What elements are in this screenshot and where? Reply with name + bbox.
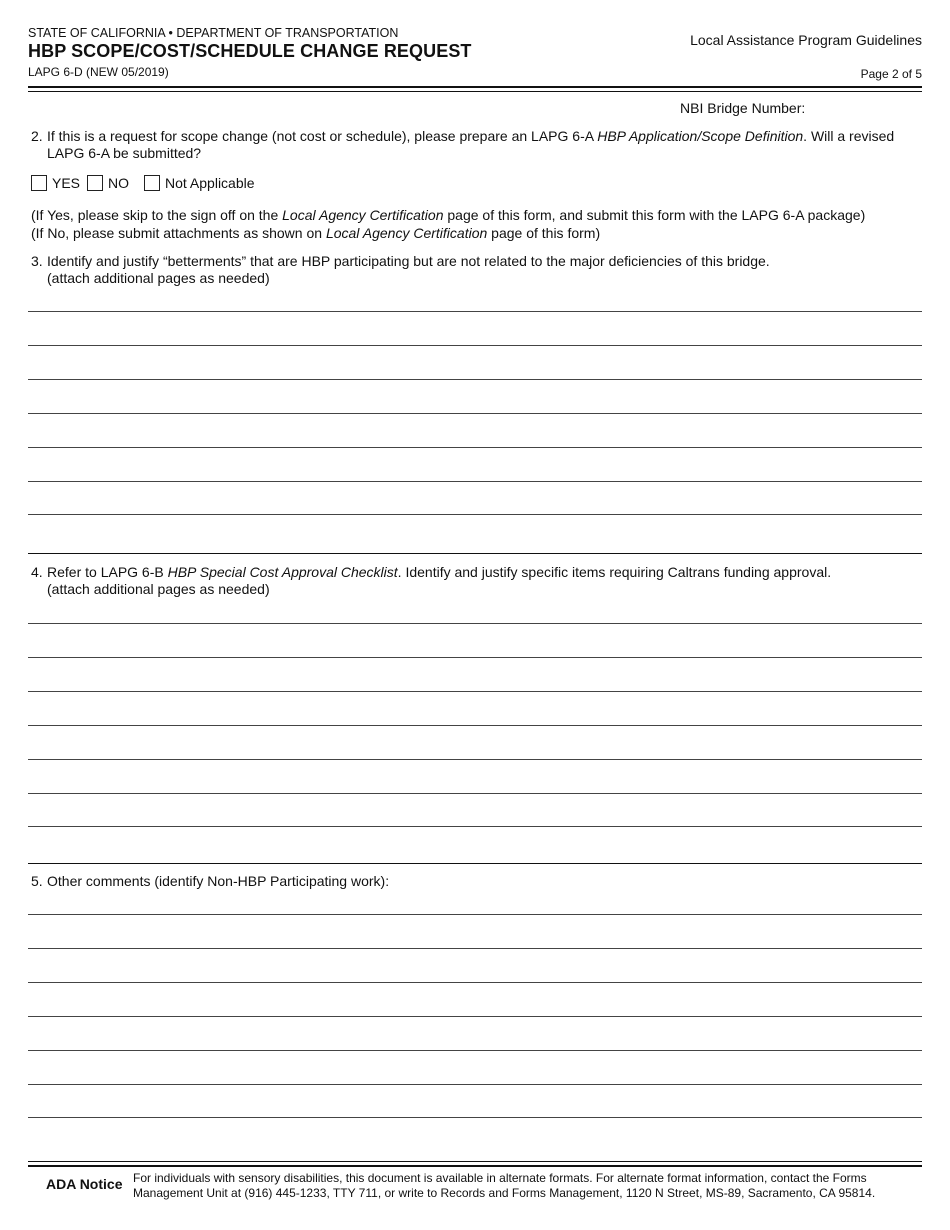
answer-line-5-3[interactable] <box>28 982 922 983</box>
answer-line-3-6[interactable] <box>28 481 922 482</box>
answer-line-4-5[interactable] <box>28 759 922 760</box>
option-not-applicable[interactable] <box>144 175 255 191</box>
agency-name: STATE OF CALIFORNIA • DEPARTMENT OF TRANSPORTATION <box>28 26 399 40</box>
ada-line-1: For individuals with sensory disabilities, this document is available in alternate formats. For alternate format information, contact the Forms <box>133 1171 867 1185</box>
answer-line-5-7[interactable] <box>28 1117 922 1118</box>
note-line-2 <box>31 224 865 242</box>
answer-line-3-5[interactable] <box>28 447 922 448</box>
question-number: 2. <box>31 128 43 144</box>
answer-line-4-4[interactable] <box>28 725 922 726</box>
answer-line-3-2[interactable] <box>28 345 922 346</box>
question-2-text-line2: LAPG 6-A be submitted? <box>47 145 202 161</box>
footer-rule-thick <box>28 1165 922 1167</box>
answer-line-5-1[interactable] <box>28 914 922 915</box>
form-code: LAPG 6-D (NEW 05/2019) <box>28 65 169 79</box>
question-3-text: Identify and justify “betterments” that are HBP participating but are not related to the major deficiencies of this bridge. <box>47 253 770 269</box>
question-4 <box>31 564 831 598</box>
question-5-text: Other comments (identify Non-HBP Participating work): <box>47 873 390 889</box>
page-number: Page 2 of 5 <box>860 67 922 81</box>
question-number: 3. <box>31 253 43 269</box>
answer-line-5-2[interactable] <box>28 948 922 949</box>
question-2-text-b: . Will a revised <box>803 128 895 144</box>
ada-notice-text <box>133 1171 913 1200</box>
option-no[interactable] <box>87 175 137 191</box>
header-rule-thin <box>28 91 922 92</box>
no-label: NO <box>108 175 130 191</box>
header-rule-thick <box>28 86 922 88</box>
guidelines-label: Local Assistance Program Guidelines <box>690 32 922 48</box>
question-number: 5. <box>31 873 43 889</box>
answer-line-5-6[interactable] <box>28 1084 922 1085</box>
question-4-sub: (attach additional pages as needed) <box>47 581 270 597</box>
answer-line-3-1[interactable] <box>28 311 922 312</box>
no-checkbox[interactable] <box>87 175 103 191</box>
ada-line-2: Management Unit at (916) 445-1233, TTY 711, or write to Records and Forms Management, 1120 N Street, MS-89, Sacramento, CA 95814. <box>133 1185 876 1200</box>
ada-notice-label: ADA Notice <box>46 1176 123 1192</box>
question-2-text-italic: HBP Application/Scope Definition <box>597 128 804 144</box>
answer-line-3-7[interactable] <box>28 514 922 515</box>
note-line-1-a: (If Yes, please skip to the sign off on the <box>31 207 283 223</box>
question-2-text-a: If this is a request for scope change (not cost or schedule), please prepare an LAPG 6-A <box>47 128 598 144</box>
section-divider <box>28 863 922 864</box>
question-3 <box>31 253 770 287</box>
answer-line-5-4[interactable] <box>28 1016 922 1017</box>
question-4-text-b: . Identify and justify specific items requiring Caltrans funding approval. <box>397 564 832 580</box>
answer-line-3-4[interactable] <box>28 413 922 414</box>
question-number: 4. <box>31 564 43 580</box>
note-line-2-a: (If No, please submit attachments as shown on <box>31 225 326 241</box>
option-yes[interactable] <box>31 175 80 191</box>
nbi-bridge-number-label: NBI Bridge Number: <box>680 100 806 116</box>
answer-line-5-5[interactable] <box>28 1050 922 1051</box>
form-title: HBP SCOPE/COST/SCHEDULE CHANGE REQUEST <box>28 41 472 61</box>
answer-line-4-2[interactable] <box>28 657 922 658</box>
yes-checkbox[interactable] <box>31 175 47 191</box>
section-divider <box>28 553 922 554</box>
answer-line-4-7[interactable] <box>28 826 922 827</box>
question-3-sub: (attach additional pages as needed) <box>47 270 270 286</box>
question-4-text-a: Refer to LAPG 6-B <box>47 564 168 580</box>
answer-line-3-3[interactable] <box>28 379 922 380</box>
footer-rule-thin <box>28 1161 922 1162</box>
answer-line-4-6[interactable] <box>28 793 922 794</box>
yes-label: YES <box>52 175 81 191</box>
note-line-1-italic: Local Agency Certification <box>282 207 444 223</box>
note-line-1-b: page of this form, and submit this form with the LAPG 6-A package) <box>443 207 866 223</box>
answer-line-4-3[interactable] <box>28 691 922 692</box>
revised-6a-options <box>31 175 262 191</box>
note-line-2-italic: Local Agency Certification <box>325 225 488 241</box>
question-4-text-italic: HBP Special Cost Approval Checklist <box>167 564 398 580</box>
question-2 <box>31 128 894 162</box>
question-5 <box>31 873 389 890</box>
instruction-note <box>31 206 865 242</box>
answer-line-4-1[interactable] <box>28 623 922 624</box>
not-applicable-checkbox[interactable] <box>144 175 160 191</box>
not-applicable-label: Not Applicable <box>165 175 255 191</box>
note-line-1 <box>31 206 865 224</box>
note-line-2-b: page of this form) <box>487 225 601 241</box>
